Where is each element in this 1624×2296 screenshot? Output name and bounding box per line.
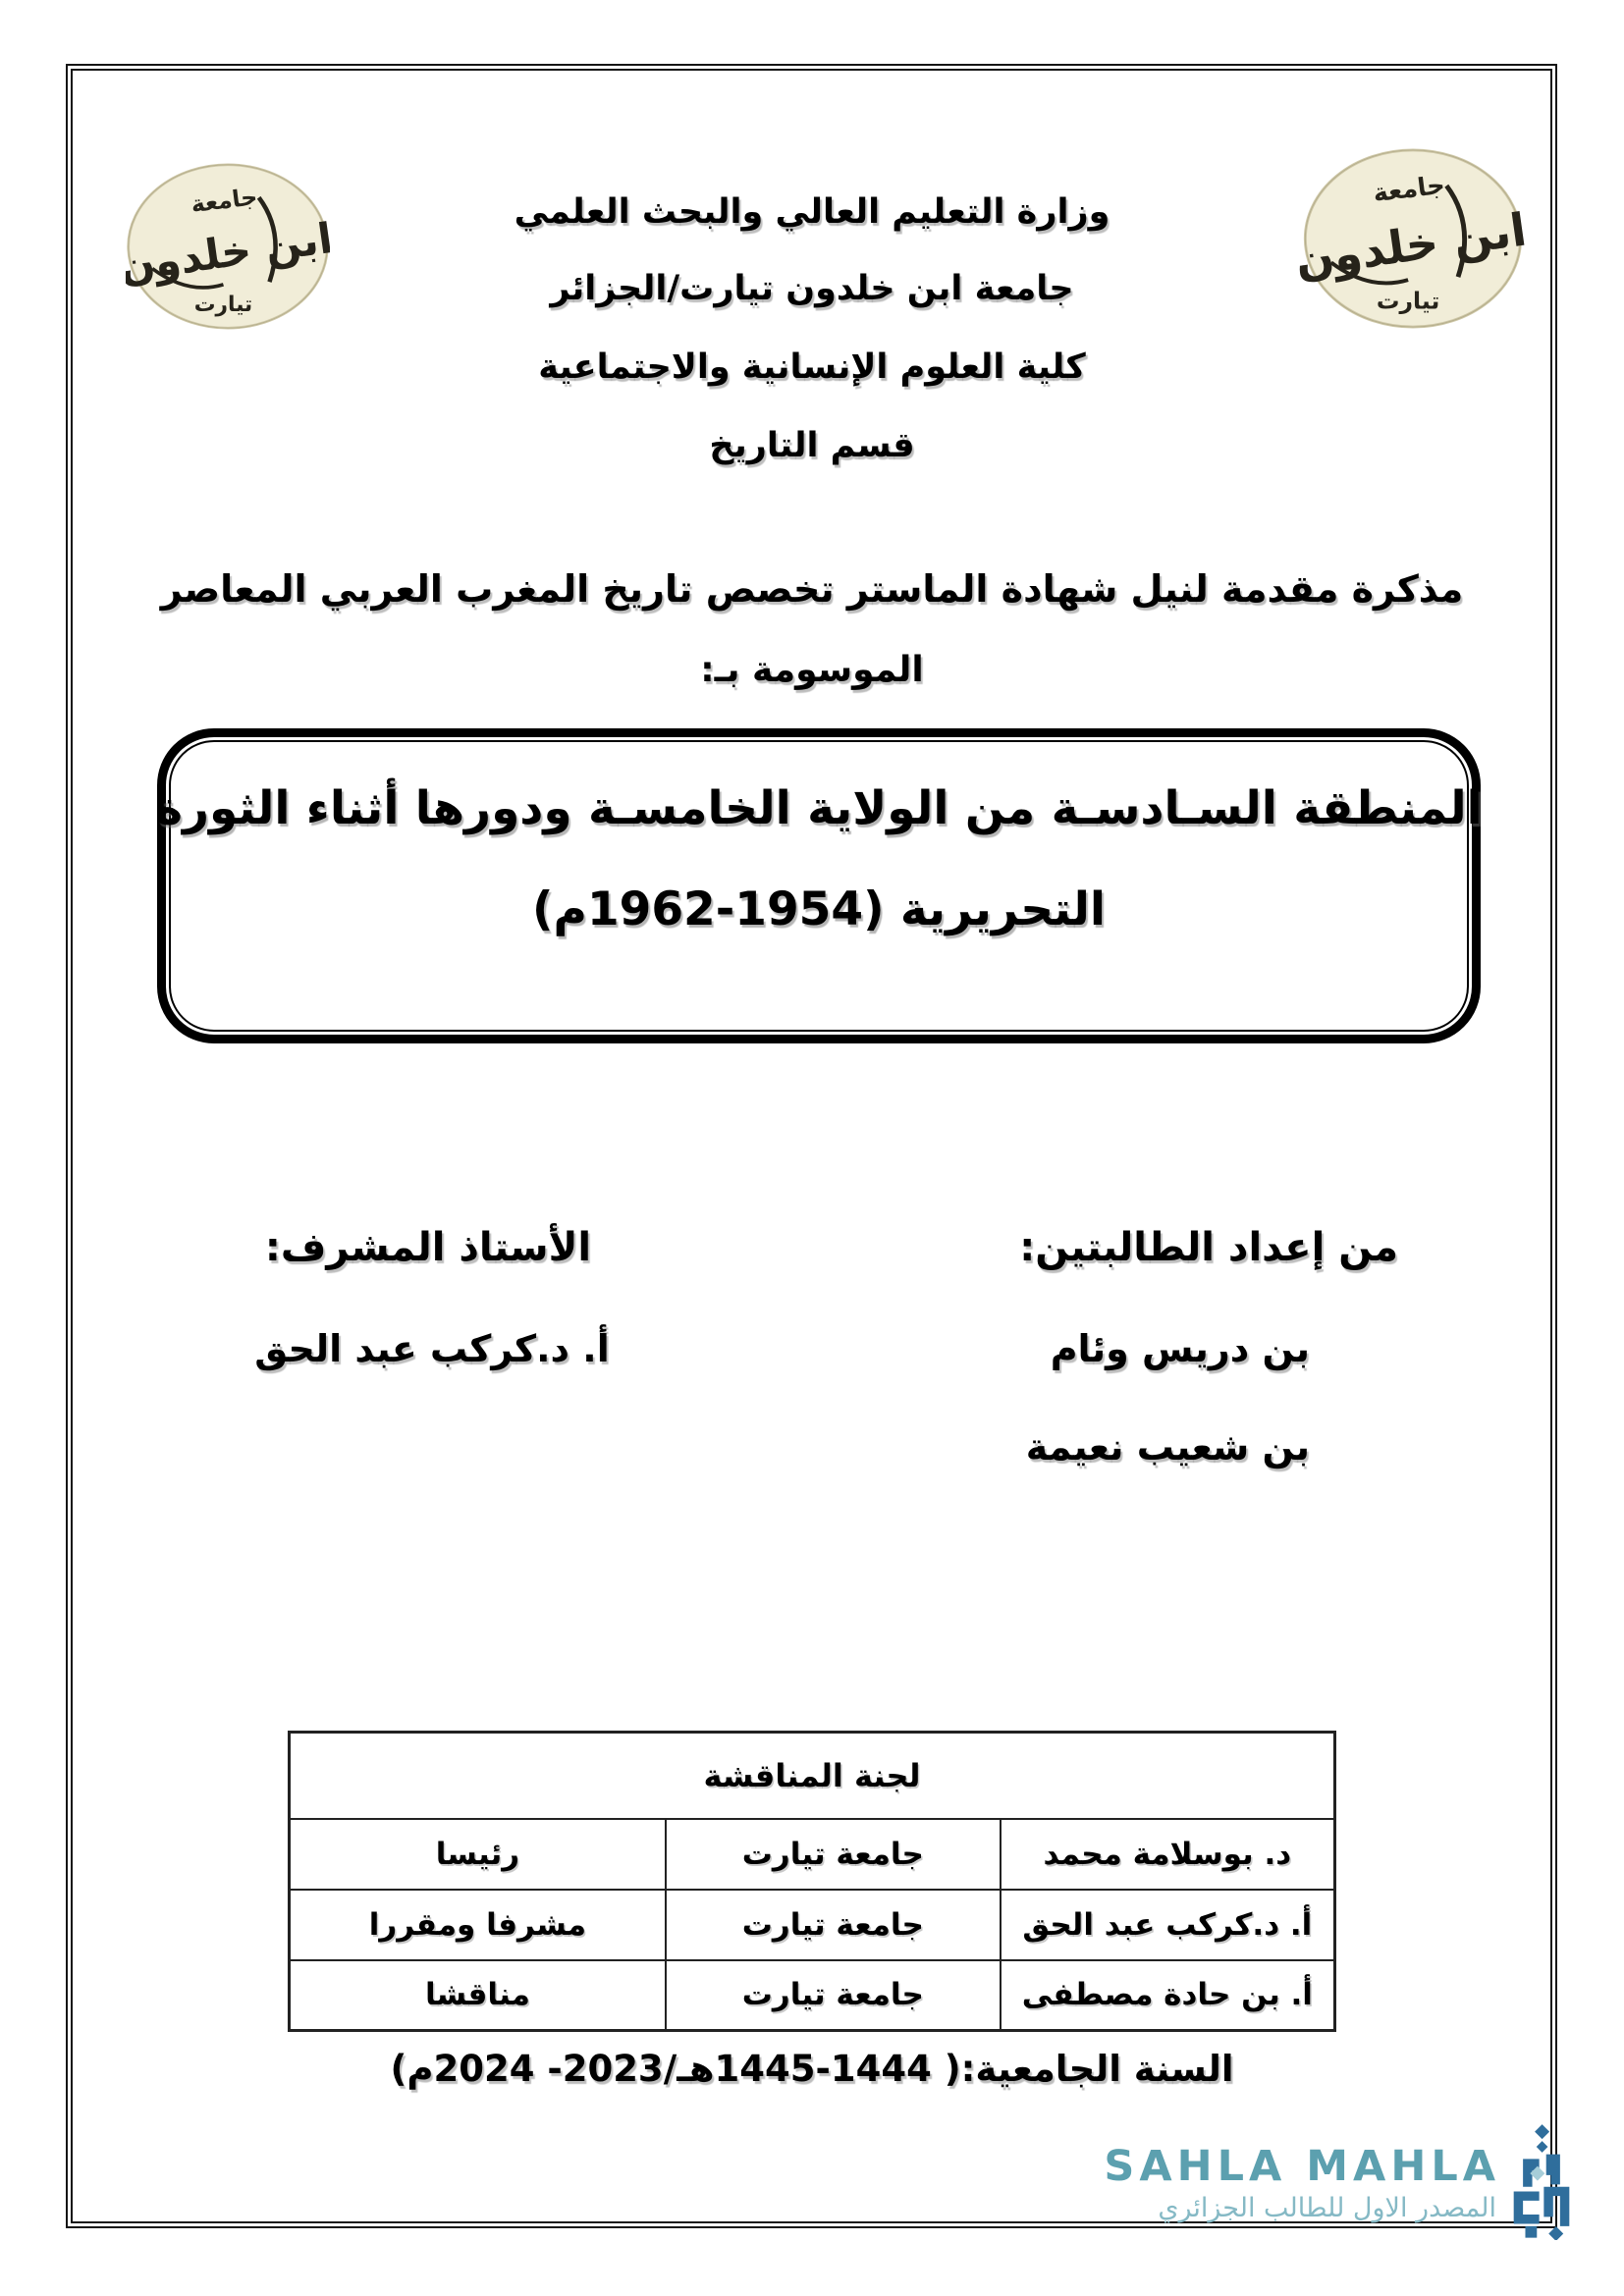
authors-heading: من إعداد الطالبتين: bbox=[1019, 1225, 1398, 1270]
author-name: بن دريس وئام bbox=[1050, 1327, 1310, 1370]
sahla-mahla-watermark bbox=[1080, 2120, 1591, 2248]
thesis-title-line-2: التحريرية (1954-1962م) bbox=[532, 881, 1107, 936]
ministry-line: وزارة التعليم العالي والبحث العلمي bbox=[514, 192, 1110, 232]
seal-top-word: جامعة bbox=[189, 183, 259, 219]
faculty-line: كلية العلوم الإنسانية والاجتماعية bbox=[538, 347, 1086, 387]
seal-main-word: ابن خلدون bbox=[126, 214, 330, 293]
member-role: مناقشا bbox=[290, 1960, 666, 2031]
member-role: رئيسا bbox=[290, 1819, 666, 1890]
member-role: مشرفا ومقررا bbox=[290, 1890, 666, 1960]
member-university: جامعة تيارت bbox=[666, 1890, 1001, 1960]
seal-top-word: جامعة bbox=[1371, 170, 1447, 209]
thesis-title-box-inner bbox=[155, 740, 1483, 1032]
committee-header-row bbox=[290, 1733, 1335, 1819]
seal-main-word: ابن خلدون bbox=[1296, 202, 1530, 288]
committee-title: لجنة المناقشة bbox=[290, 1733, 1335, 1819]
department-line: قسم التاريخ bbox=[709, 426, 915, 465]
watermark-brand-text: SAHLA MAHLA bbox=[1104, 2142, 1500, 2191]
thesis-title-line-1: المنطقة السـادسـة من الولاية الخامسـة ودورها أثناء الثورة bbox=[155, 780, 1483, 835]
seal-bottom-word: تيارت bbox=[193, 293, 253, 318]
supervisor-name: أ. د.كركب عبد الحق bbox=[254, 1327, 610, 1370]
member-name: د. بوسلامة محمد bbox=[1001, 1819, 1335, 1890]
member-name: أ. بن حادة مصطفى bbox=[1001, 1960, 1335, 2031]
table-row bbox=[290, 1890, 1335, 1960]
supervisor-heading: الأستاذ المشرف: bbox=[264, 1225, 592, 1270]
university-line: جامعة ابن خلدون تيارت/الجزائر bbox=[550, 269, 1074, 308]
table-row bbox=[290, 1960, 1335, 2031]
sahla-mahla-logo-icon bbox=[1506, 2124, 1577, 2240]
committee-table bbox=[288, 1731, 1336, 2032]
seal-bottom-word: تيارت bbox=[1376, 287, 1440, 315]
thesis-title-box bbox=[157, 728, 1481, 1043]
member-university: جامعة تيارت bbox=[666, 1819, 1001, 1890]
member-name: أ. د.كركب عبد الحق bbox=[1001, 1890, 1335, 1960]
table-row bbox=[290, 1819, 1335, 1890]
author-name: بن شعيب نعيمة bbox=[1025, 1425, 1310, 1468]
thesis-presentation-line: مذكرة مقدمة لنيل شهادة الماستر تخصص تاريخ المغرب العربي المعاصر bbox=[160, 567, 1464, 611]
watermark-tagline-text: المصدر الاول للطالب الجزائري bbox=[1158, 2193, 1496, 2223]
entitled-line: الموسومة بـ: bbox=[700, 650, 924, 690]
member-university: جامعة تيارت bbox=[666, 1960, 1001, 2031]
university-seal-icon bbox=[126, 153, 330, 340]
academic-year-line: السنة الجامعية:( 1444-1445هـ/2023- 2024م) bbox=[390, 2048, 1234, 2090]
